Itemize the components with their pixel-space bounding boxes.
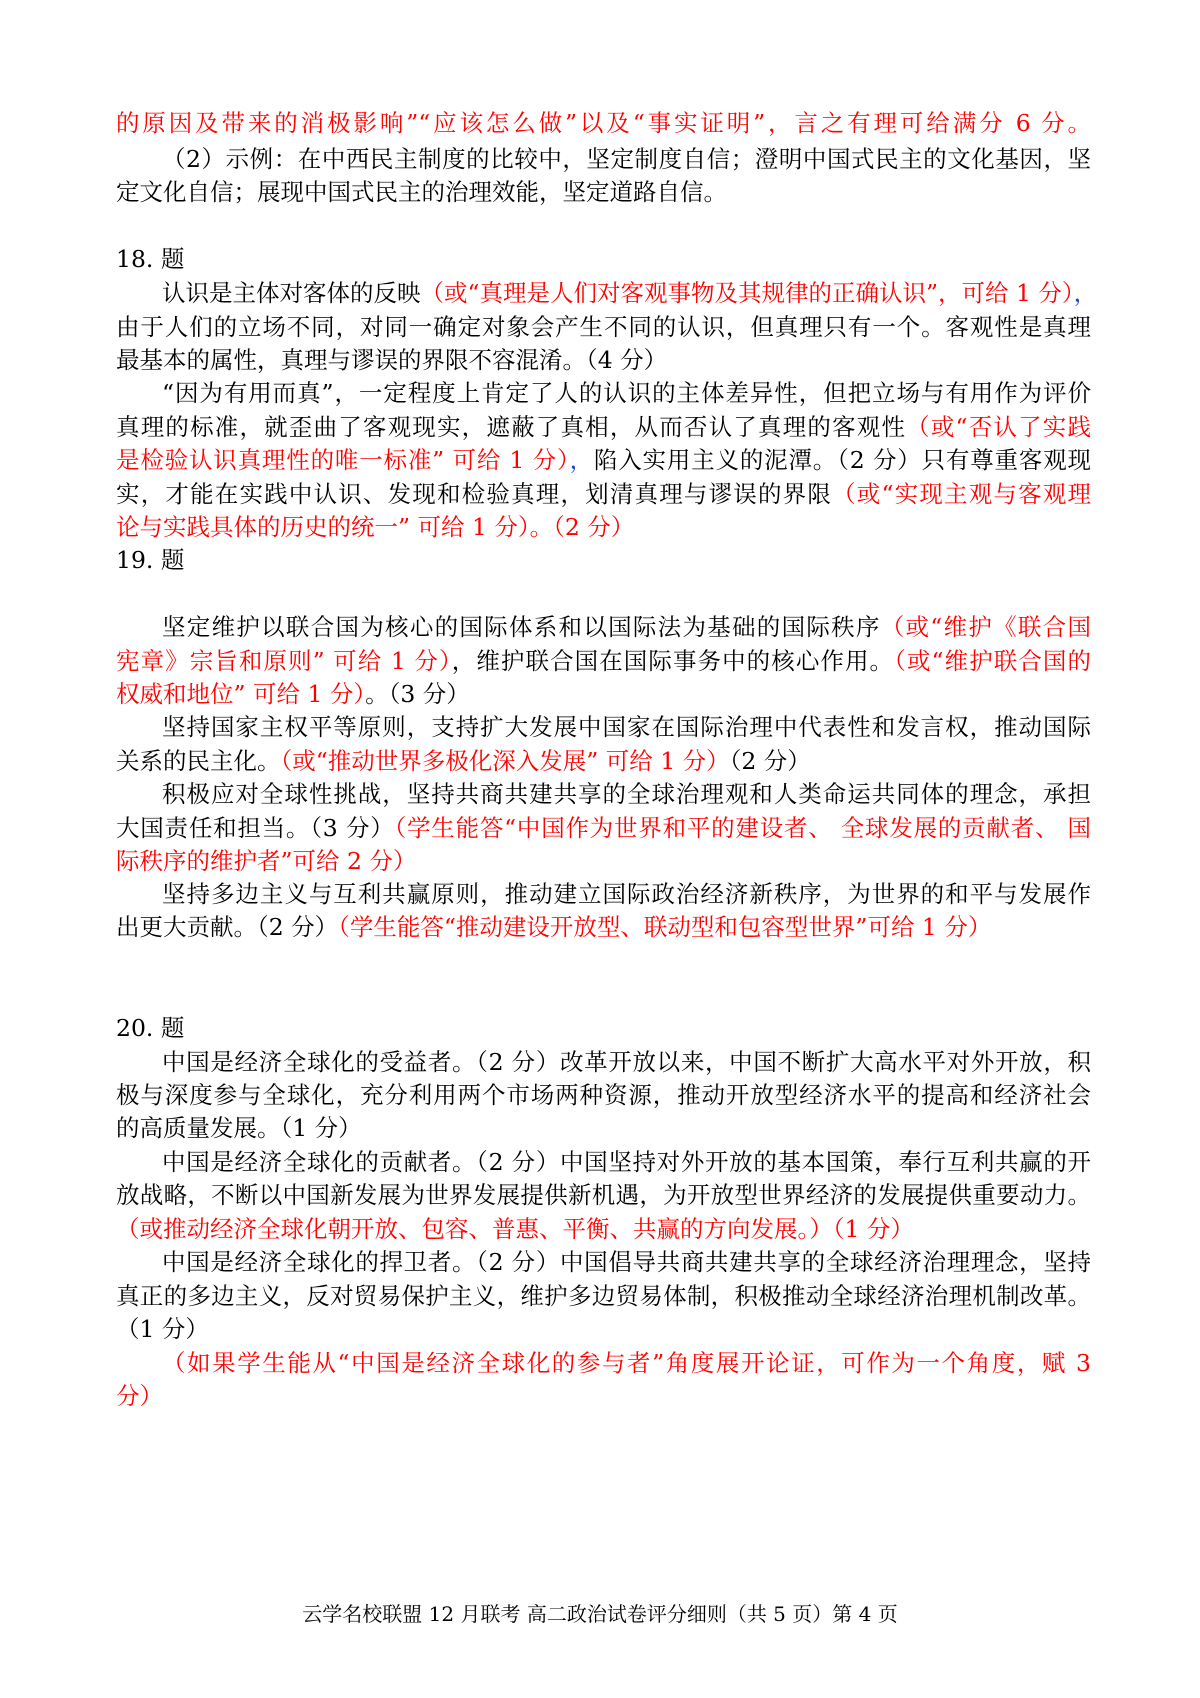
- q20-p3-line2: 真正的多边主义，反对贸易保护主义，维护多边贸易体制，积极推动全球经济治理机制改革。: [116, 1282, 1091, 1310]
- top-line-3: 定文化自信；展现中国式民主的治理效能，坚定道路自信。: [116, 178, 727, 206]
- q18-p1-blue: ，: [1073, 279, 1098, 307]
- q20-p1-line1: 中国是经济全球化的受益者。（2 分）改革开放以来，中国不断扩大高水平对外开放，积: [162, 1048, 1091, 1076]
- q19-p2-l2-rest: （2 分）: [729, 747, 811, 775]
- q19-p2-line1: 坚持国家主权平等原则，支持扩大发展中国家在国际治理中代表性和发言权，推动国际: [162, 713, 1091, 741]
- q18-p2-line2: [116, 410, 1091, 444]
- q20-p3-line1: 中国是经济全球化的捍卫者。（2 分）中国倡导共商共建共享的全球经济治理理念，坚持: [162, 1248, 1091, 1276]
- q19-p3-line2: [116, 811, 1091, 845]
- q19-p3-l2-red: （学生能答“中国作为世界和平的建设者、 全球发展的贡献者、 国: [394, 814, 1092, 842]
- q19-p1-l2-rest: ，维护联合国在国际事务中的核心作用。: [451, 647, 895, 675]
- q18-p1-text: 认识是主体对客体的反映: [162, 279, 421, 307]
- q20-p2-line3: （或推动经济全球化朝开放、包容、普惠、平衡、共赢的方向发展。）（1 分）: [116, 1215, 914, 1243]
- q19-p2-l2-red: （或“推动世界多极化深入发展” 可给 1 分）: [280, 747, 730, 775]
- q19-p2-line2: [116, 744, 1091, 778]
- q18-p1-line1: [162, 276, 1098, 310]
- top-line-2: （2）示例：在中西民主制度的比较中，坚定制度自信；澄明中国式民主的文化基因，坚: [162, 145, 1091, 173]
- q19-p1-l1-text: 坚定维护以联合国为核心的国际体系和以国际法为基础的国际秩序: [162, 613, 881, 641]
- q18-p2-l4-text: 实，才能在实践中认识、发现和检验真理，划清真理与谬误的界限: [116, 480, 833, 508]
- top-line-1: 的原因及带来的消极影响”“应该怎么做”以及“事实证明”，言之有理可给满分 6 分。: [116, 109, 1091, 137]
- q19-p1-line3: [116, 677, 1091, 711]
- q19-heading: 19. 题: [116, 546, 185, 574]
- q19-p1-l2-red2: （或“维护联合国的: [894, 647, 1092, 675]
- q19-p4-line1: 坚持多边主义与互利共赢原则，推动建立国际政治经济新秩序，为世界的和平与发展作: [162, 880, 1091, 908]
- q20-p3-line3: （1 分）: [116, 1315, 209, 1343]
- page-footer: 云学名校联盟 12 月联考 高二政治试卷评分细则（共 5 页）第 4 页: [302, 1602, 898, 1626]
- q20-heading: 20. 题: [116, 1014, 185, 1042]
- q19-p1-l3-red: 权威和地位” 可给 1 分）: [116, 680, 366, 708]
- q18-p2-line5: [116, 510, 1091, 544]
- q20-p4-line2: 分）: [116, 1382, 163, 1410]
- q18-p1-line3: 最基本的属性，真理与谬误的界限不容混淆。（4 分）: [116, 346, 668, 374]
- q20-p4-line1: （如果学生能从“中国是经济全球化的参与者”角度展开论证，可作为一个角度，赋 3: [162, 1349, 1091, 1377]
- q18-p2-l5-rest: 。（2 分）: [529, 513, 635, 541]
- q20-p2-line2: 放战略，不断以中国新发展为世界发展提供新机遇，为开放型世界经济的发展提供重要动力。: [116, 1181, 1091, 1209]
- q19-p2-l2-text: 关系的民主化。: [116, 747, 281, 775]
- q19-p3-line3: 际秩序的维护者”可给 2 分）: [116, 847, 417, 875]
- q18-p2-line4: [116, 477, 1091, 511]
- q19-p4-line2: [116, 910, 1091, 944]
- q19-p1-l2-red: 宪章》宗旨和原则” 可给 1 分）: [116, 647, 452, 675]
- q19-p1-l3-rest: 。（3 分）: [365, 680, 470, 708]
- q18-p2-l2-text: 真理的标准，就歪曲了客观现实，遮蔽了真相，从而否认了真理的客观性: [116, 413, 907, 441]
- q20-p1-line3: 的高质量发展。（1 分）: [116, 1114, 362, 1142]
- q19-p1-line2: [116, 644, 1091, 678]
- q19-p3-line1: 积极应对全球性挑战，坚持共商共建共享的全球治理观和人类命运共同体的理念，承担: [162, 780, 1091, 808]
- q18-p2-l3-rest: 陷入实用主义的泥潭。（2 分）只有尊重客观现: [593, 446, 1092, 474]
- q19-p1-line1: [162, 610, 1091, 644]
- q18-p2-l3-red: 是检验认识真理性的唯一标准” 可给 1 分）: [116, 446, 570, 474]
- q18-p2-line1: “因为有用而真”，一定程度上肯定了人的认识的主体差异性，但把立场与有用作为评价: [162, 379, 1091, 407]
- q18-p2-l4-red: （或“实现主观与客观理: [832, 480, 1092, 508]
- q20-p2-line1: 中国是经济全球化的贡献者。（2 分）中国坚持对外开放的基本国策，奉行互利共赢的开: [162, 1148, 1091, 1176]
- q18-p2-l3-blue: ，: [569, 446, 594, 474]
- q19-p3-l2-text: 大国责任和担当。（3 分）: [116, 814, 395, 842]
- q18-p2-line3: [116, 443, 1091, 477]
- q19-p4-l2-red: （学生能答“推动建设开放型、联动型和包容型世界”可给 1 分）: [338, 913, 992, 941]
- q18-p2-l2-red: （或“否认了实践: [906, 413, 1091, 441]
- q18-p2-l5-red: 论与实践具体的历史的统一” 可给 1 分）: [116, 513, 530, 541]
- q18-p1-red: （或“真理是人们对客观事物及其规律的正确认识”，可给 1 分）: [420, 279, 1074, 307]
- q19-p1-l1-red: （或“维护《联合国: [880, 613, 1091, 641]
- q19-p4-l2-text: 出更大贡献。（2 分）: [116, 913, 339, 941]
- q18-p1-line2: 由于人们的立场不同，对同一确定对象会产生不同的认识，但真理只有一个。客观性是真理: [116, 313, 1091, 341]
- q20-p1-line2: 极与深度参与全球化，充分利用两个市场两种资源，推动开放型经济水平的提高和经济社会: [116, 1081, 1091, 1109]
- q18-heading: 18. 题: [116, 245, 185, 273]
